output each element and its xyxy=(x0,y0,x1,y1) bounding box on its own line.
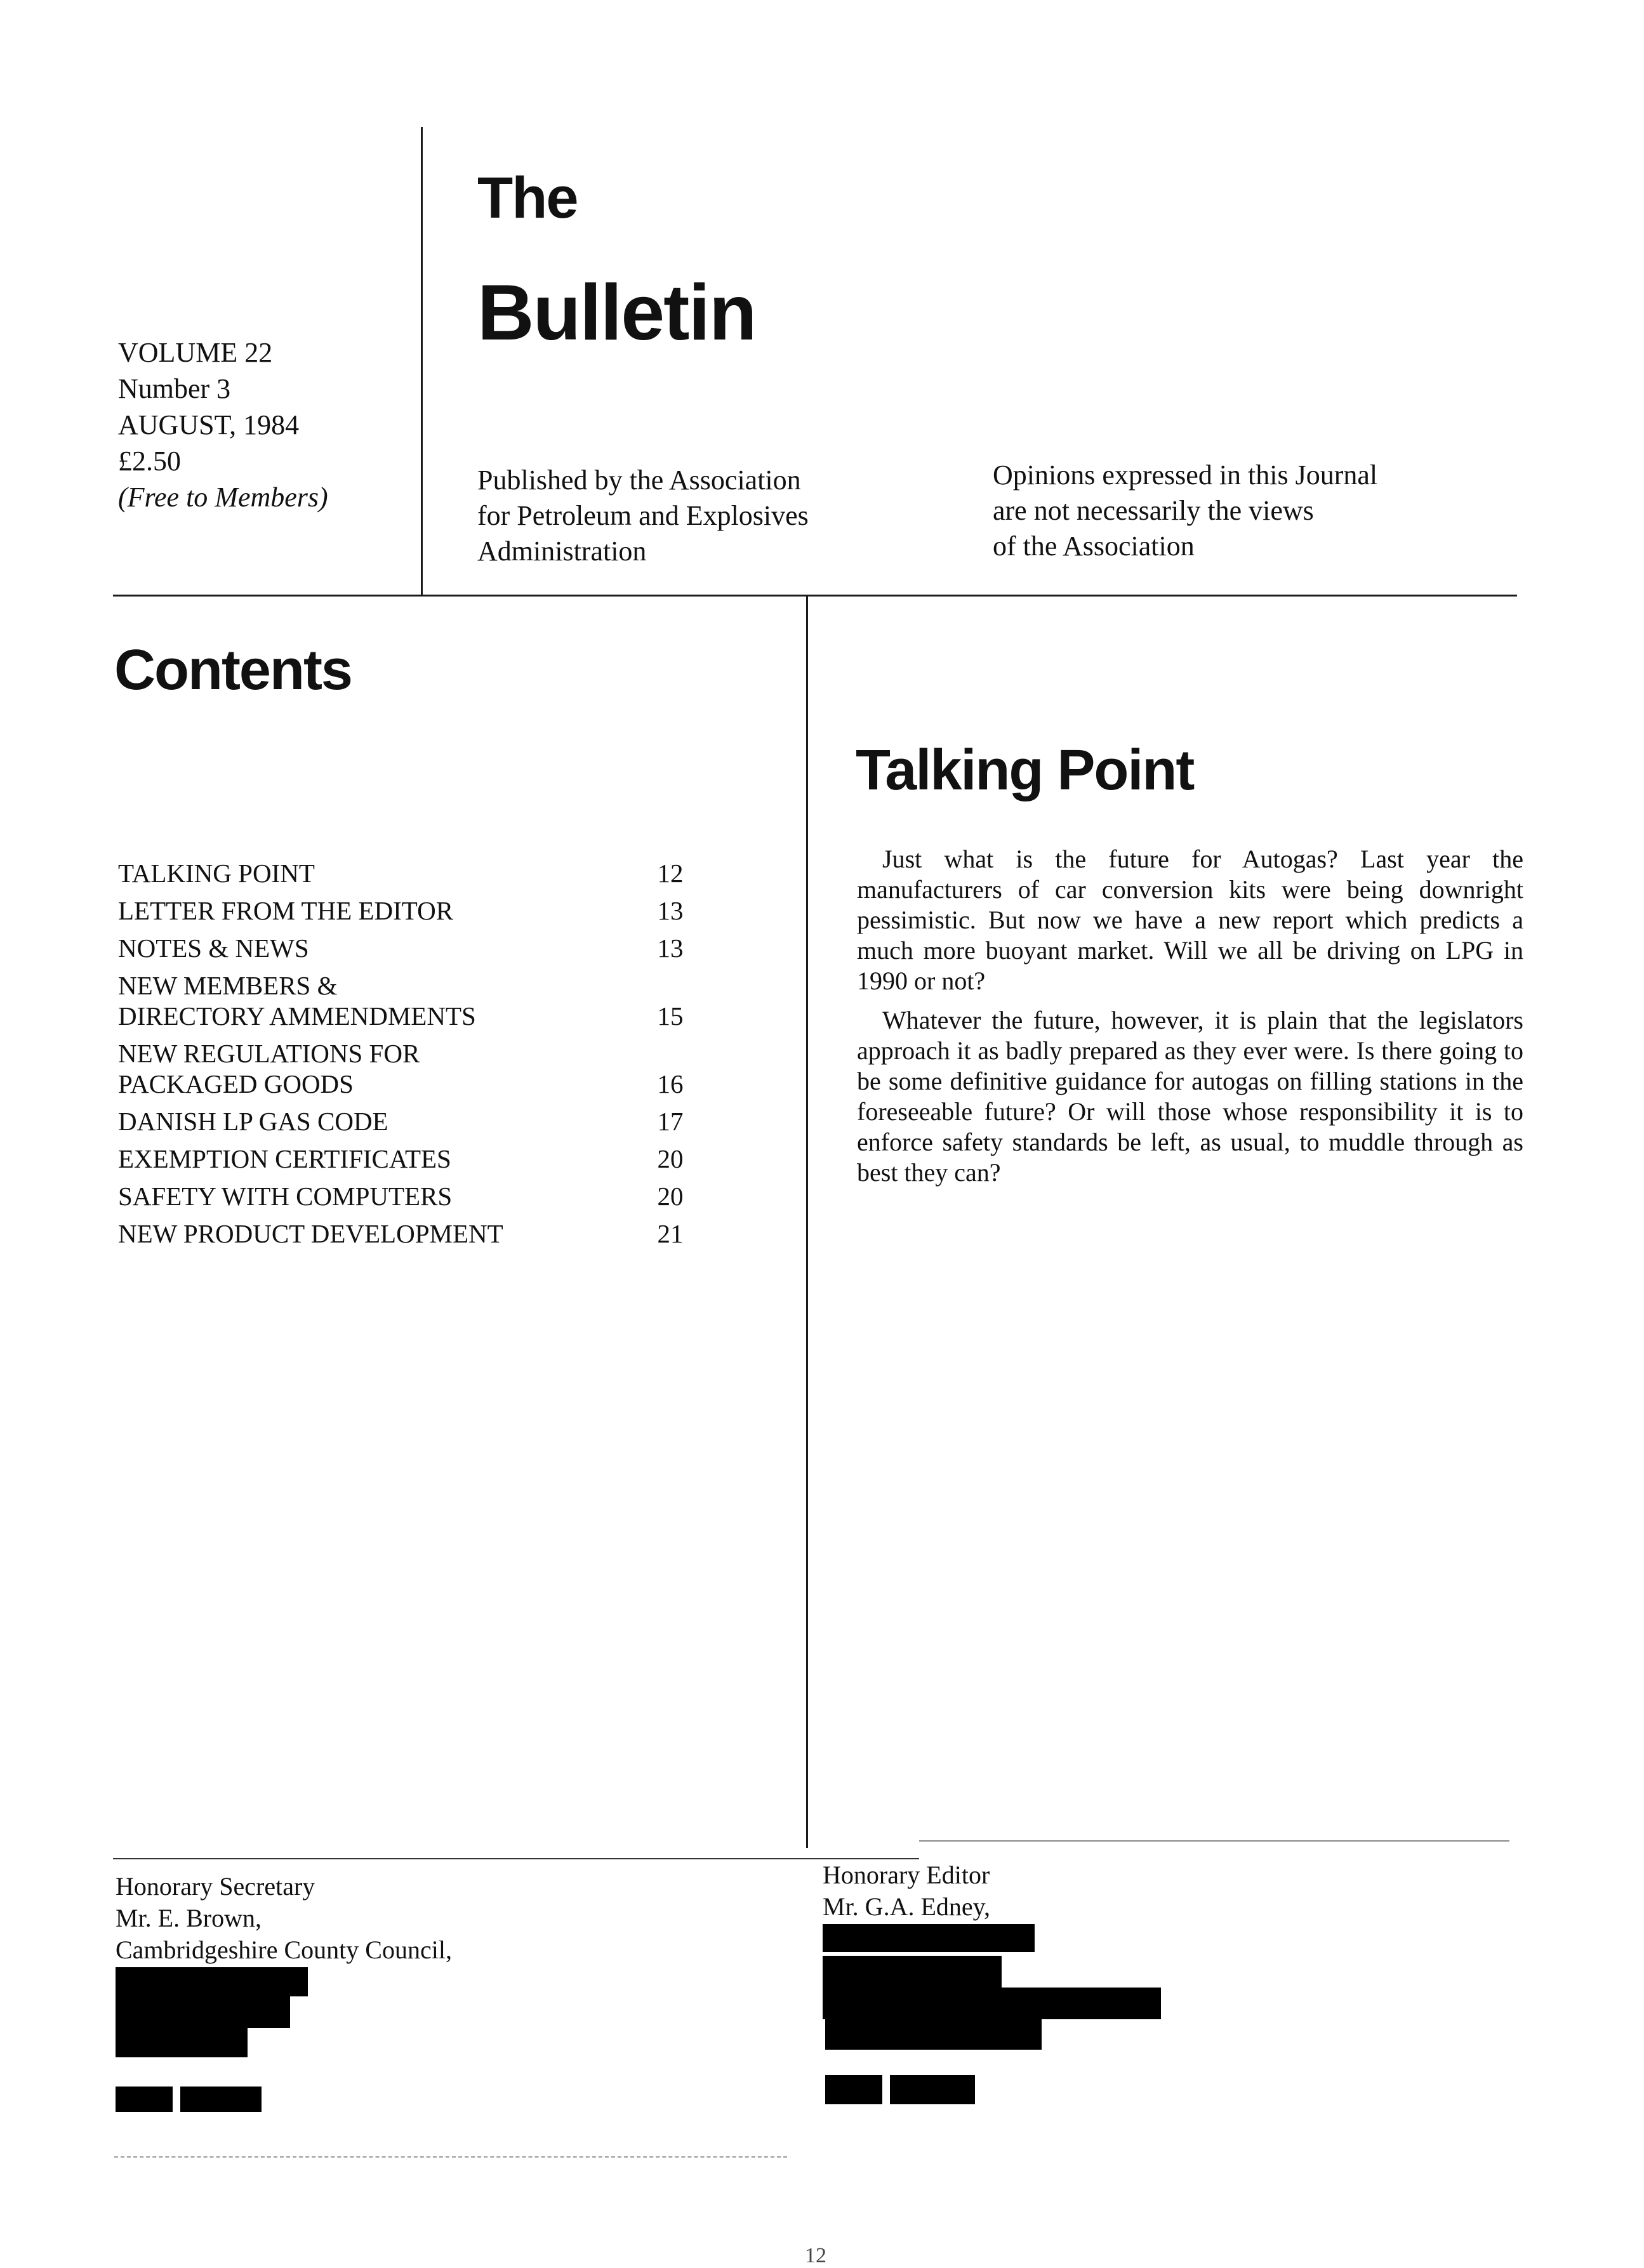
page-number: 12 xyxy=(805,2244,826,2267)
editor-name: Mr. G.A. Edney, xyxy=(823,1892,991,1921)
toc-entry-title: DANISH LP GAS CODE xyxy=(118,1107,388,1136)
publisher-line: for Petroleum and Explosives xyxy=(477,500,809,531)
toc-entry xyxy=(118,1181,689,1211)
issue-details xyxy=(118,334,328,515)
issue-price: £2.50 xyxy=(118,445,181,477)
editor-role: Honorary Editor xyxy=(823,1861,990,1889)
redaction-block xyxy=(180,2087,262,2112)
toc-entry-page: 13 xyxy=(657,896,684,925)
secretary-role: Honorary Secretary xyxy=(116,1872,315,1901)
talking-point-paragraph: Whatever the future, however, it is plain that the legislators approach it as badly prepared as they ever were. Is there going to be some definitive guidance for autogas on filling stations in the foreseeable future? Or will those whose responsibility it is to enforce safety standards be left, as usual, to muddle through as best they can? xyxy=(857,1006,1523,1187)
toc-entry xyxy=(118,1218,689,1249)
toc-entry-title: EXEMPTION CERTIFICATES xyxy=(118,1144,451,1173)
table-of-contents xyxy=(118,858,689,1256)
redaction-block xyxy=(116,2028,248,2057)
toc-entry-title: NEW REGULATIONS FOR PACKAGED GOODS xyxy=(118,1039,420,1098)
disclaimer-line: of the Association xyxy=(993,531,1195,562)
toc-entry xyxy=(118,1038,689,1099)
issue-number: Number 3 xyxy=(118,373,231,404)
toc-entry-page: 15 xyxy=(657,1001,684,1031)
masthead-vertical-rule xyxy=(421,127,423,595)
redaction-block xyxy=(823,1956,1002,1988)
redaction-block xyxy=(890,2075,975,2104)
redaction-block xyxy=(825,2019,1042,2050)
column-divider xyxy=(806,597,808,1848)
masthead-bottom-rule xyxy=(113,595,1517,597)
redaction-block xyxy=(823,1988,1161,2019)
talking-point-paragraph: Just what is the future for Autogas? Last year the manufacturers of car conversion kits were being downright pessimistic. But now we have a new report which predicts a much more buoyant market. Will we all be driving on LPG in 1990 or not? xyxy=(857,845,1523,995)
disclaimer-line: Opinions expressed in this Journal xyxy=(993,459,1378,491)
toc-entry xyxy=(118,895,689,926)
bottom-dashed-rule xyxy=(114,2156,787,2158)
toc-entry xyxy=(118,1106,689,1137)
toc-entry xyxy=(118,858,689,888)
toc-entry-page: 20 xyxy=(657,1144,684,1173)
toc-entry xyxy=(118,933,689,963)
toc-entry-title: SAFETY WITH COMPUTERS xyxy=(118,1182,453,1211)
toc-entry xyxy=(118,970,689,1031)
secretary-name: Mr. E. Brown, xyxy=(116,1904,262,1932)
toc-entry-page: 20 xyxy=(657,1182,684,1211)
toc-entry-title: NEW PRODUCT DEVELOPMENT xyxy=(118,1219,503,1248)
redaction-block xyxy=(116,1996,290,2028)
issue-volume: VOLUME 22 xyxy=(118,337,273,368)
toc-entry-title: LETTER FROM THE EDITOR xyxy=(118,896,454,925)
disclaimer-line: are not necessarily the views xyxy=(993,495,1314,526)
toc-entry-page: 16 xyxy=(657,1069,684,1098)
toc-entry xyxy=(118,1144,689,1174)
bulletin-title-the: The xyxy=(477,166,578,230)
toc-entry-page: 12 xyxy=(657,859,684,888)
redaction-block xyxy=(825,2075,882,2104)
toc-entry-page: 17 xyxy=(657,1107,684,1136)
issue-date: AUGUST, 1984 xyxy=(118,409,300,440)
toc-entry-page: 13 xyxy=(657,933,684,963)
footer-rule xyxy=(113,1858,919,1859)
footer-rule-right xyxy=(919,1840,1509,1842)
toc-entry-title: NEW MEMBERS & DIRECTORY AMMENDMENTS xyxy=(118,971,476,1031)
honorary-secretary xyxy=(116,1871,452,1966)
redaction-block xyxy=(116,1967,308,1996)
toc-entry-page: 21 xyxy=(657,1219,684,1248)
honorary-editor xyxy=(823,1859,990,1923)
talking-point-body xyxy=(857,844,1523,1197)
bulletin-title: Bulletin xyxy=(477,269,756,357)
redaction-block xyxy=(116,2087,173,2112)
secretary-organisation: Cambridgeshire County Council, xyxy=(116,1935,452,1964)
talking-point-heading: Talking Point xyxy=(856,739,1194,802)
toc-entry-title: NOTES & NEWS xyxy=(118,933,309,963)
publisher-line: Administration xyxy=(477,536,647,567)
publisher-statement xyxy=(477,463,809,569)
redaction-block xyxy=(823,1924,1035,1952)
contents-heading: Contents xyxy=(114,638,352,702)
opinions-disclaimer xyxy=(993,458,1377,564)
issue-free-note: (Free to Members) xyxy=(118,482,328,513)
toc-entry-title: TALKING POINT xyxy=(118,859,315,888)
publisher-line: Published by the Association xyxy=(477,465,801,496)
